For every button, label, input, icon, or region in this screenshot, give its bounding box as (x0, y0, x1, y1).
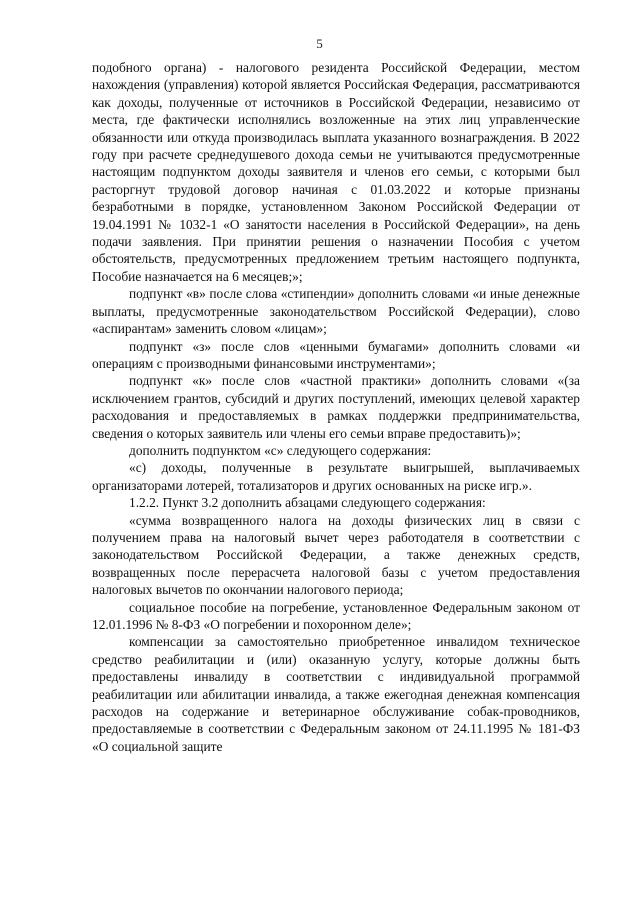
page-number: 5 (316, 36, 323, 51)
paragraph-clause-1-2-2: 1.2.2. Пункт 3.2 дополнить абзацами следующего содержания: (129, 495, 486, 511)
paragraph-compensation: компенсации за самостоятельно приобретенное инвалидом техническое средство реабилитации и (или) оказанную услугу, которые должны быть предоставлены инвалиду в соответствии с индивидуальной программой реабилитации или абилитации инвалида, а также ежегодная денежная компенсация расходов на содержание и ветеринарное обслуживание собак-проводников, предоставляемые в соответствии с Федеральным законом от 24.11.1995 № 181-ФЗ «О социальной защите (92, 634, 580, 754)
paragraph-subpoint-s-text: «с) доходы, полученные в результате выигрышей, выплачиваемых организаторами лотерей, тотализаторов и других основанных на риске игр.». (92, 460, 580, 493)
paragraph-continuation: подобного органа) - налогового резидента Российской Федерации, местом нахождения (управления) которой является Российская Федерация, рассматриваются как доходы, полученные от источников в Российской Федерации, независимо от места, где фактически исполнялись возложенные на этих лиц управленческие обязанности или откуда производилась выплата указанного вознаграждения. В 2022 году при расчете среднедушевого дохода семьи не учитываются предусмотренные настоящим подпунктом доходы заявителя и членов его семьи, с которыми был расторгнут трудовой договор начиная с 01.03.2022 и которые признаны безработными в порядке, установленном Законом Российской Федерации от 19.04.1991 № 1032-1 «О занятости населения в Российской Федерации», на день подачи заявления. При принятии решения о назначении Пособия с учетом обстоятельств, предусмотренных предложением третьим настоящего подпункта, Пособие назначается на 6 месяцев;»; (92, 60, 580, 284)
document-body (92, 59, 580, 755)
paragraph-burial-allowance: социальное пособие на погребение, установленное Федеральным законом от 12.01.1996 № 8-ФЗ «О погребении и похоронном деле»; (92, 599, 580, 632)
paragraph-add-subpoint-s: дополнить подпунктом «с» следующего содержания: (129, 442, 432, 458)
paragraph-subpoint-v: подпункт «в» после слова «стипендии» дополнить словами «и иные денежные выплаты, предусмотренные законодательством Российской Федерации), слово «аспирантам» заменить словом «лицам»; (92, 286, 580, 337)
paragraph-subpoint-z: подпункт «з» после слов «ценными бумагами» дополнить словами «и операциям с производными финансовыми инструментами»; (92, 338, 580, 371)
paragraph-subpoint-k: подпункт «к» после слов «частной практики» дополнить словами «(за исключением грантов, субсидий и других поступлений, имеющих целевой характер расходования и предоставляемых в рамках поддержки предпринимательства, сведения о которых заявитель или члены его семьи вправе предоставить)»; (92, 373, 580, 441)
paragraph-tax-refund: «сумма возвращенного налога на доходы физических лиц в связи с получением права на налоговый вычет через работодателя в соответствии с законодательством Российской Федерации, а также денежных средств, возвращенных после перерасчета налоговой базы с учетом предоставления налоговых вычетов по окончании налогового периода; (92, 512, 580, 598)
